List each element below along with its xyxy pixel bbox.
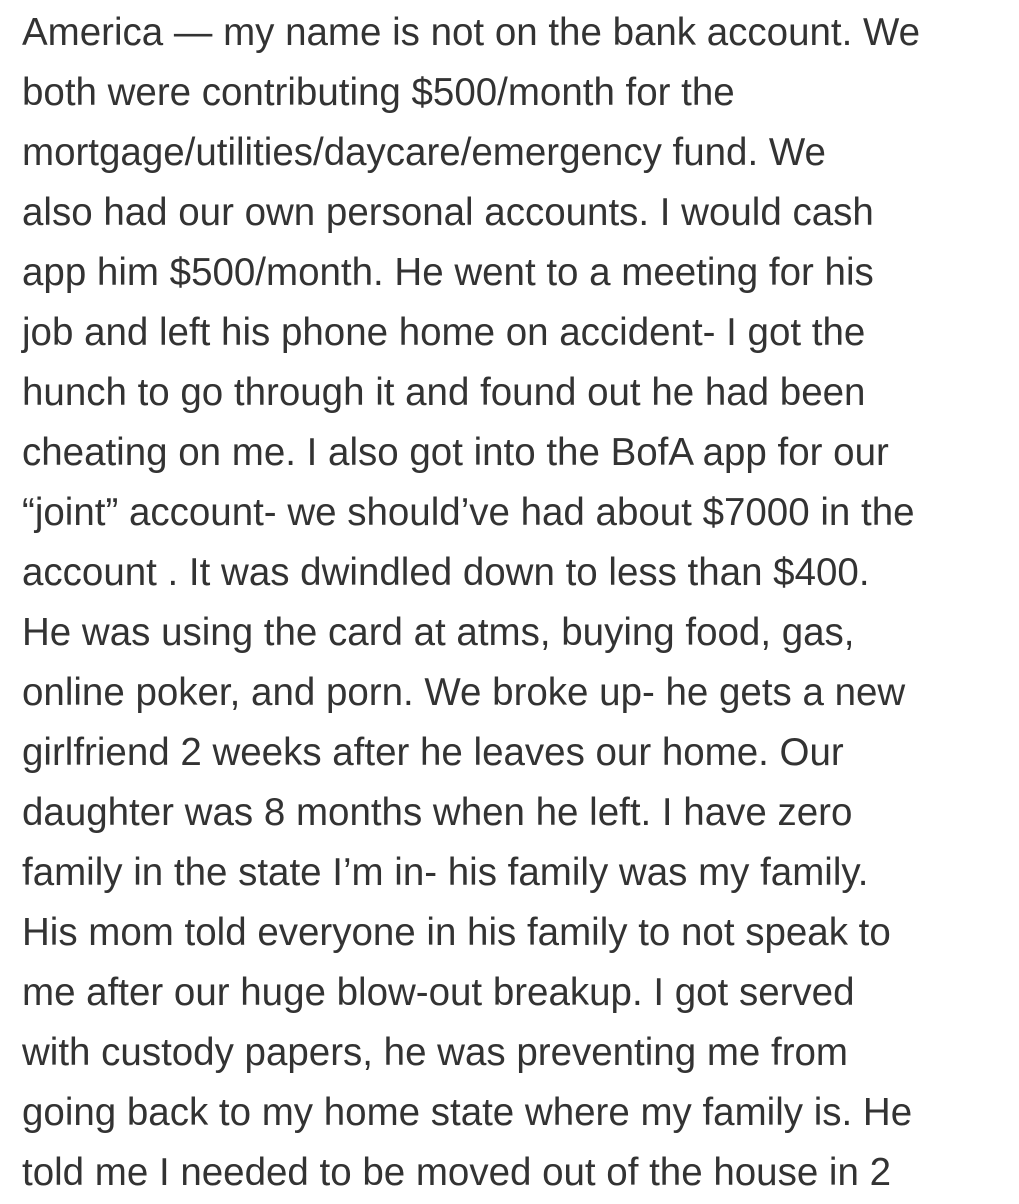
text-line: cheating on me. I also got into the BofA app for our: [22, 431, 889, 474]
text-line: me after our huge blow-out breakup. I got served: [22, 971, 855, 1014]
text-line: with custody papers, he was preventing me from: [22, 1031, 849, 1074]
text-line: family in the state I’m in- his family was my family.: [22, 851, 869, 894]
text-line: app him $500/month. He went to a meeting for his: [22, 251, 874, 294]
text-line: His mom told everyone in his family to not speak to: [22, 911, 891, 954]
text-line: hunch to go through it and found out he had been: [22, 371, 866, 414]
text-line: daughter was 8 months when he left. I have zero: [22, 791, 853, 834]
text-line: girlfriend 2 weeks after he leaves our home. Our: [22, 731, 844, 774]
text-line: “joint” account- we should’ve had about $7000 in the: [22, 491, 915, 534]
text-line: both were contributing $500/month for the: [22, 71, 735, 114]
text-line: account . It was dwindled down to less than $400.: [22, 551, 870, 594]
text-line: also had our own personal accounts. I would cash: [22, 191, 874, 234]
text-line: He was using the card at atms, buying food, gas,: [22, 611, 855, 654]
text-line: job and left his phone home on accident- I got the: [22, 311, 866, 354]
post-body-text: [22, 3, 1012, 1203]
text-line: going back to my home state where my family is. He: [22, 1091, 913, 1134]
text-line: mortgage/utilities/daycare/emergency fund. We: [22, 131, 826, 174]
text-line: told me I needed to be moved out of the house in 2: [22, 1151, 891, 1194]
text-line: online poker, and porn. We broke up- he gets a new: [22, 671, 906, 714]
text-line: America — my name is not on the bank account. We: [22, 11, 921, 54]
